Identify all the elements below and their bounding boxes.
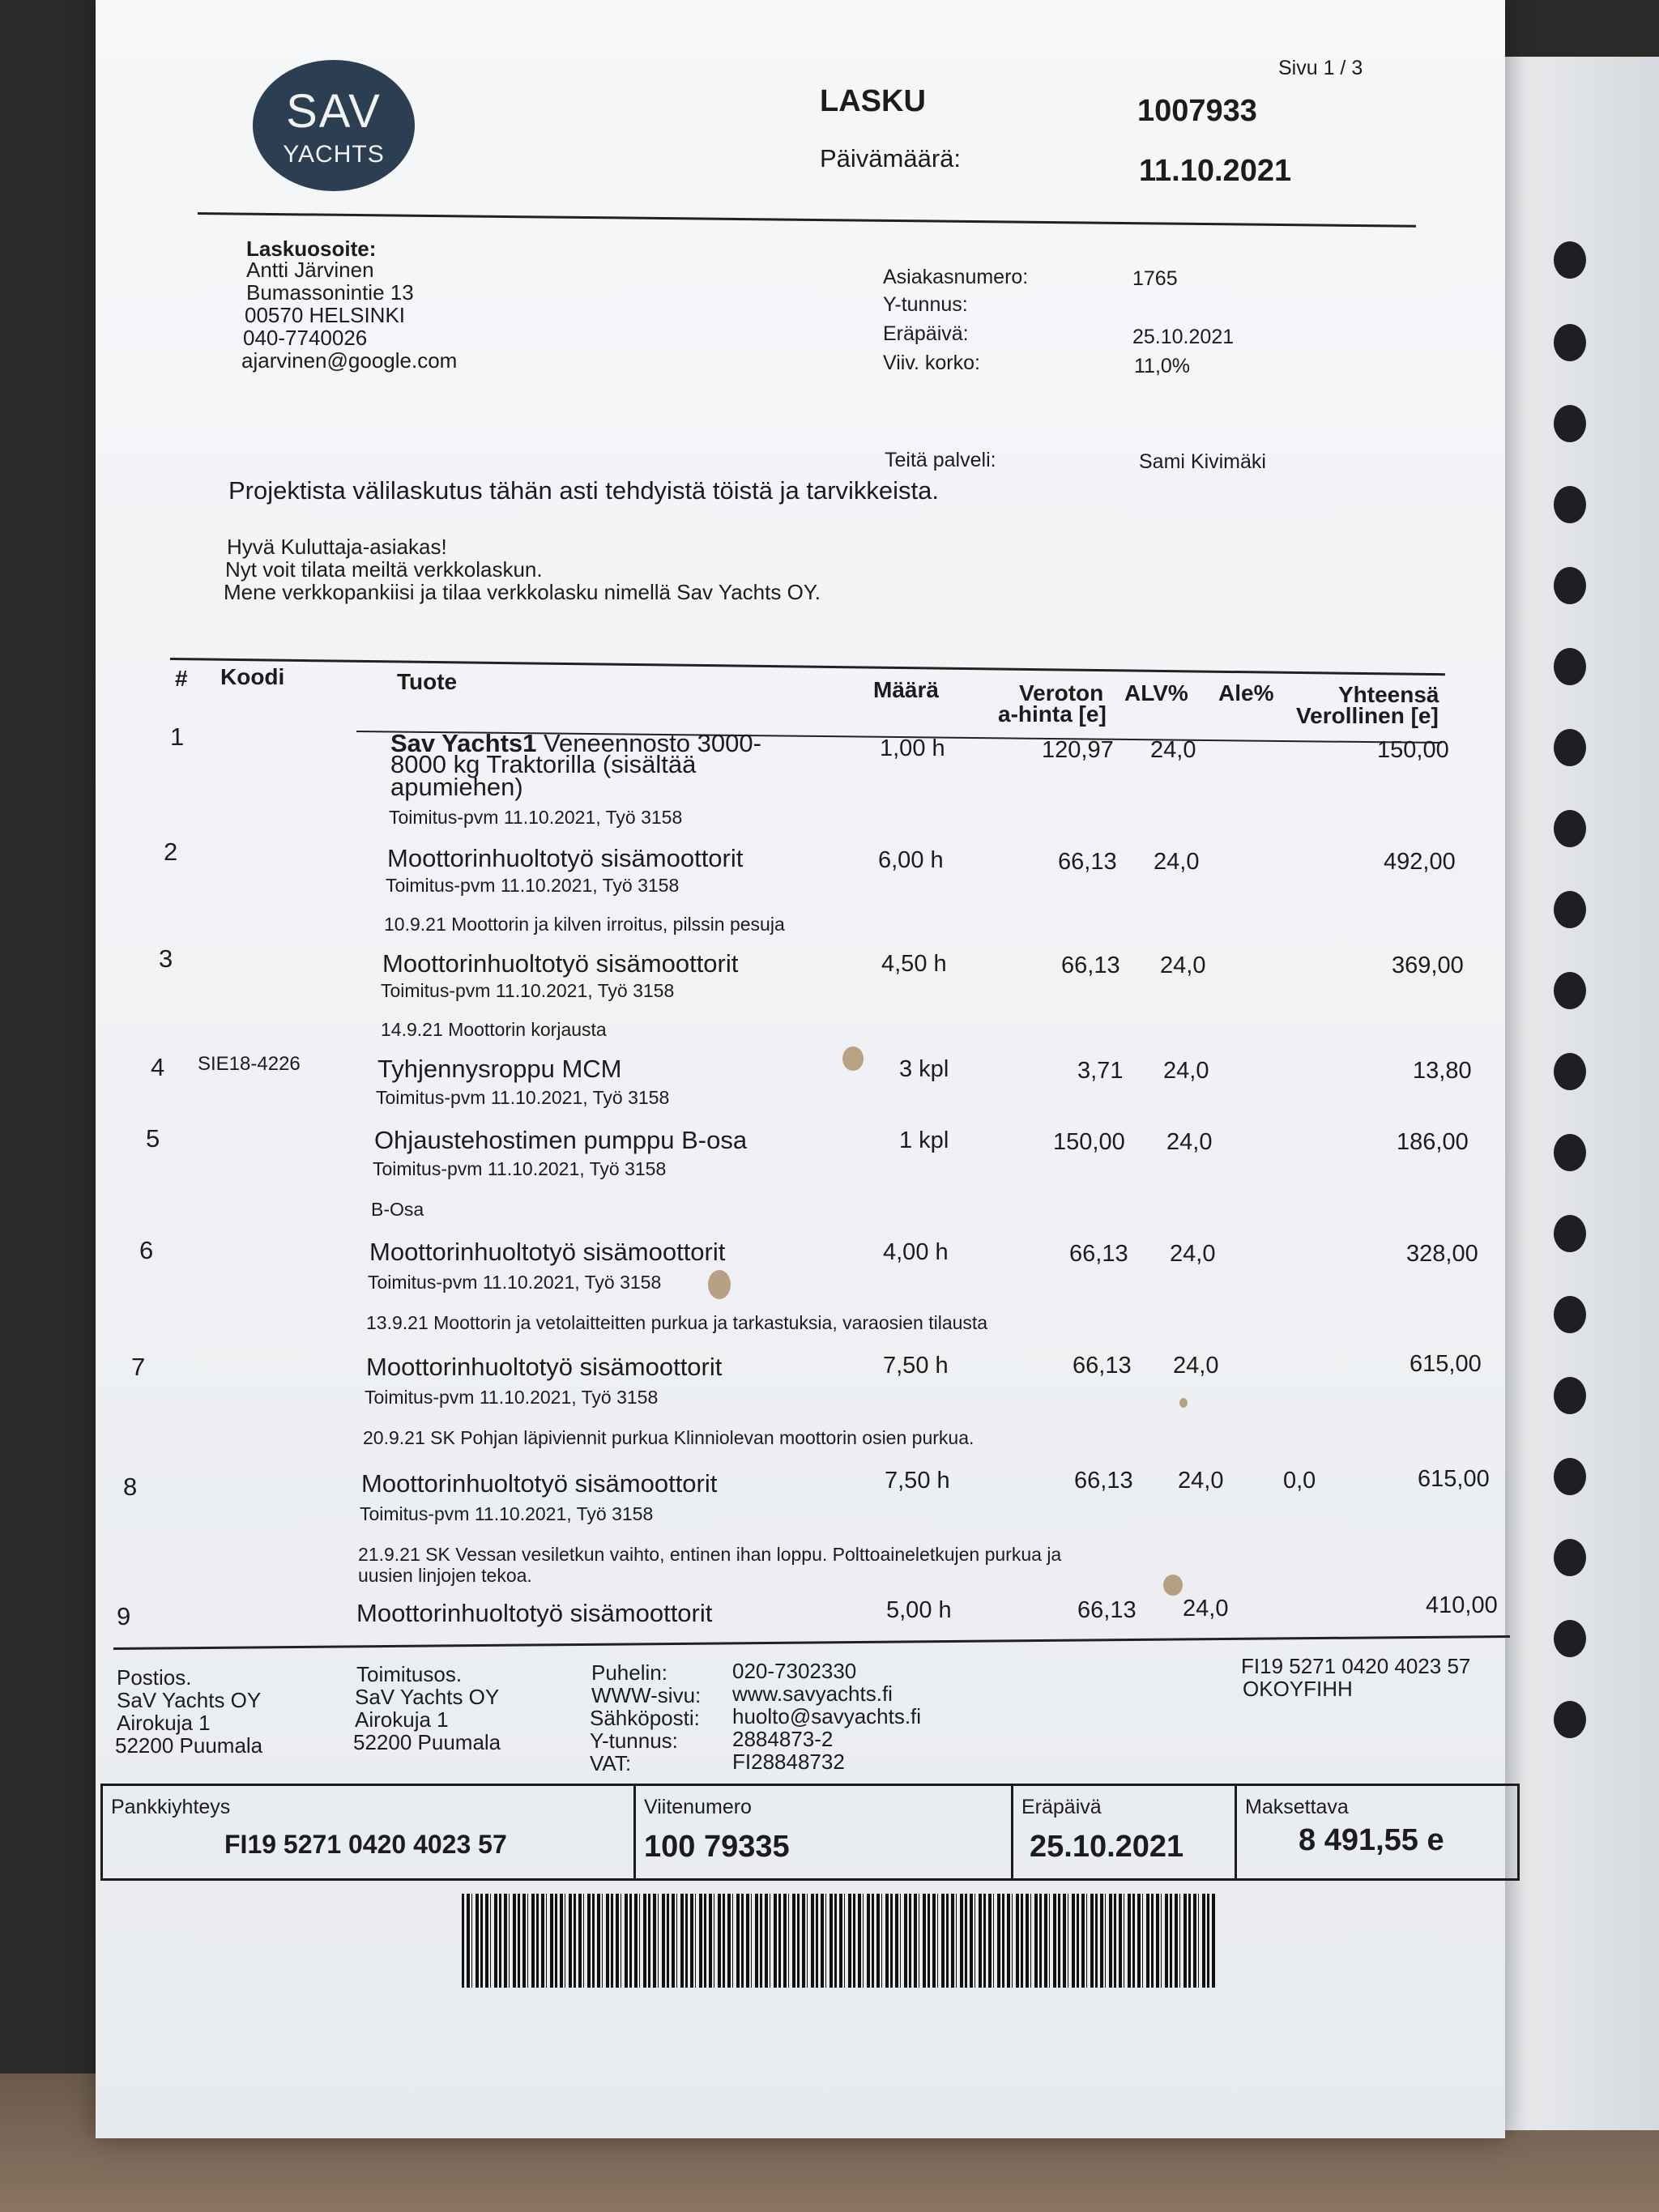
row-6-qty: 4,00 h xyxy=(883,1239,949,1265)
punch-hole xyxy=(1554,972,1586,1009)
col-total-unit: Verollinen [e] xyxy=(1296,703,1439,728)
row-1-product-name: Sav Yachts1 xyxy=(390,729,537,757)
footer-iban: FI19 5271 0420 4023 57 xyxy=(1241,1654,1471,1678)
billing-city: 00570 HELSINKI xyxy=(245,303,406,327)
row-9-qty: 5,00 h xyxy=(886,1597,952,1623)
punch-hole xyxy=(1554,1377,1586,1414)
stain xyxy=(1163,1575,1183,1596)
row-6-note: 13.9.21 Moottorin ja vetolaitteitten purkua ja tarkastuksia, varaosien tilausta xyxy=(366,1312,988,1333)
row-8-discount: 0,0 xyxy=(1283,1468,1316,1494)
payment-due-value: 25.10.2021 xyxy=(1030,1830,1184,1864)
contact-web: www.savyachts.fi xyxy=(732,1681,893,1706)
row-7-delivery: Toimitus-pvm 11.10.2021, Työ 3158 xyxy=(365,1387,659,1408)
row-2-total: 492,00 xyxy=(1384,849,1456,875)
payment-bank-cell xyxy=(103,1786,636,1878)
payment-barcode xyxy=(462,1894,1215,1988)
billing-name: Antti Järvinen xyxy=(246,258,374,282)
row-1-vat: 24,0 xyxy=(1150,737,1196,763)
intro-line-3: Mene verkkopankiisi ja tilaa verkkolasku nimellä Sav Yachts OY. xyxy=(224,580,821,604)
row-1-price: 120,97 xyxy=(1042,737,1114,763)
invoice-number: 1007933 xyxy=(1137,94,1257,128)
logo-subtitle: YACHTS xyxy=(283,141,385,168)
row-1-total: 150,00 xyxy=(1377,737,1449,763)
row-7-note: 20.9.21 SK Pohjan läpiviennit purkua Klinniolevan moottorin osien purkua. xyxy=(363,1427,975,1448)
row-3-num: 3 xyxy=(159,944,173,973)
delivery-street: Airokuja 1 xyxy=(355,1707,449,1732)
row-6-vat: 24,0 xyxy=(1170,1241,1216,1267)
payment-amount-cell xyxy=(1237,1786,1517,1878)
col-vat: ALV% xyxy=(1124,680,1188,705)
punch-hole xyxy=(1554,1134,1586,1171)
row-2-price: 66,13 xyxy=(1058,849,1117,875)
row-3-total: 369,00 xyxy=(1392,953,1464,978)
row-1-qty: 1,00 h xyxy=(880,735,945,761)
postal-street: Airokuja 1 xyxy=(117,1711,211,1735)
interest-rate: 11,0% xyxy=(1134,355,1191,377)
document-type: LASKU xyxy=(820,84,926,118)
row-1-num: 1 xyxy=(170,722,185,751)
billing-street: Bumassonintie 13 xyxy=(246,280,414,305)
row-9-num: 9 xyxy=(117,1602,131,1630)
company-logo xyxy=(253,60,415,191)
row-8-product: Moottorinhuoltotyö sisämoottorit xyxy=(361,1469,718,1498)
row-3-note: 14.9.21 Moottorin korjausta xyxy=(381,1019,607,1040)
row-4-code: SIE18-4226 xyxy=(198,1053,301,1075)
row-6-num: 6 xyxy=(139,1236,154,1264)
row-3-price: 66,13 xyxy=(1061,953,1120,978)
row-9-vat: 24,0 xyxy=(1183,1596,1229,1622)
row-4-num: 4 xyxy=(151,1053,165,1081)
postal-city: 52200 Puumala xyxy=(115,1733,263,1758)
payment-bank-value: FI19 5271 0420 4023 57 xyxy=(224,1830,507,1859)
row-4-total: 13,80 xyxy=(1413,1058,1472,1084)
stain xyxy=(708,1270,731,1299)
contact-vat: FI28848732 xyxy=(732,1750,845,1774)
row-8-qty: 7,50 h xyxy=(885,1468,950,1494)
footer-bic: OKOYFIHH xyxy=(1243,1677,1353,1701)
col-quantity: Määrä xyxy=(873,677,939,702)
payment-due-cell xyxy=(1013,1786,1237,1878)
row-5-qty: 1 kpl xyxy=(899,1127,949,1153)
row-8-note-line-2: uusien linjojen tekoa. xyxy=(358,1565,532,1586)
row-7-total: 615,00 xyxy=(1410,1351,1482,1377)
col-price: Veroton xyxy=(1019,680,1104,705)
row-3-vat: 24,0 xyxy=(1160,953,1206,978)
billing-phone: 040-7740026 xyxy=(243,326,368,350)
contact-vat-label: VAT: xyxy=(590,1751,632,1775)
invoice-description: Projektista välilaskutus tähän asti tehdyistä töistä ja tarvikkeista. xyxy=(228,476,940,505)
punch-hole xyxy=(1554,891,1586,928)
punch-hole xyxy=(1554,1053,1586,1090)
postal-company: SaV Yachts OY xyxy=(117,1688,262,1712)
row-7-vat: 24,0 xyxy=(1173,1353,1219,1379)
row-5-delivery: Toimitus-pvm 11.10.2021, Työ 3158 xyxy=(373,1158,667,1179)
interest-label: Viiv. korko: xyxy=(883,352,980,374)
punch-hole xyxy=(1554,1701,1586,1738)
row-4-product: Tyhjennysroppu MCM xyxy=(377,1055,622,1083)
row-4-qty: 3 kpl xyxy=(899,1056,949,1082)
served-by-label: Teitä palveli: xyxy=(885,449,996,471)
row-5-num: 5 xyxy=(146,1124,160,1153)
col-discount: Ale% xyxy=(1218,680,1274,705)
stain xyxy=(842,1046,864,1071)
payment-due-label: Eräpäivä xyxy=(1021,1796,1102,1818)
customer-number-label: Asiakasnumero: xyxy=(883,266,1029,288)
due-date: 25.10.2021 xyxy=(1132,326,1235,348)
row-8-price: 66,13 xyxy=(1074,1468,1133,1494)
row-8-total: 615,00 xyxy=(1418,1466,1490,1492)
payment-amount-label: Maksettava xyxy=(1245,1796,1349,1818)
row-5-product: Ohjaustehostimen pumppu B-osa xyxy=(374,1126,748,1154)
due-date-label: Eräpäivä: xyxy=(883,322,969,345)
row-6-product: Moottorinhuoltotyö sisämoottorit xyxy=(369,1238,726,1266)
business-id-label: Y-tunnus: xyxy=(883,293,968,316)
punch-hole xyxy=(1554,241,1586,279)
billing-label: Laskuosoite: xyxy=(246,237,377,261)
billing-email: ajarvinen@google.com xyxy=(241,348,458,373)
intro-greeting: Hyvä Kuluttaja-asiakas! xyxy=(227,535,447,559)
contact-phone: 020-7302330 xyxy=(732,1659,857,1683)
punch-hole xyxy=(1554,324,1586,361)
row-2-note: 10.9.21 Moottorin ja kilven irroitus, pilssin pesuja xyxy=(384,914,785,935)
row-8-vat: 24,0 xyxy=(1178,1468,1224,1494)
contact-bid-label: Y-tunnus: xyxy=(590,1728,678,1753)
payment-reference-value: 100 79335 xyxy=(644,1830,790,1864)
punch-hole xyxy=(1554,405,1586,442)
row-4-price: 3,71 xyxy=(1077,1058,1124,1084)
row-3-delivery: Toimitus-pvm 11.10.2021, Työ 3158 xyxy=(381,980,675,1001)
col-price-unit: a-hinta [e] xyxy=(998,701,1107,727)
intro-line-2: Nyt voit tilata meiltä verkkolaskun. xyxy=(225,557,543,582)
col-total: Yhteensä xyxy=(1338,682,1439,707)
row-1-product-line-3: apumiehen) xyxy=(390,773,523,801)
row-2-num: 2 xyxy=(164,837,178,866)
punch-hole xyxy=(1554,567,1586,604)
punch-hole xyxy=(1554,1458,1586,1495)
row-5-total: 186,00 xyxy=(1397,1129,1469,1155)
row-7-num: 7 xyxy=(131,1353,146,1381)
row-6-total: 328,00 xyxy=(1406,1241,1478,1267)
payment-bank-label: Pankkiyhteys xyxy=(111,1796,231,1818)
row-4-vat: 24,0 xyxy=(1163,1058,1209,1084)
postal-label: Postios. xyxy=(117,1665,192,1690)
row-6-price: 66,13 xyxy=(1069,1241,1128,1267)
delivery-city: 52200 Puumala xyxy=(353,1730,501,1754)
row-2-vat: 24,0 xyxy=(1154,849,1200,875)
row-7-price: 66,13 xyxy=(1073,1353,1132,1379)
row-8-delivery: Toimitus-pvm 11.10.2021, Työ 3158 xyxy=(360,1503,654,1524)
row-3-qty: 4,50 h xyxy=(881,951,947,977)
row-5-vat: 24,0 xyxy=(1166,1129,1213,1155)
row-6-delivery: Toimitus-pvm 11.10.2021, Työ 3158 xyxy=(368,1272,662,1293)
punch-hole xyxy=(1554,486,1586,523)
row-1-delivery: Toimitus-pvm 11.10.2021, Työ 3158 xyxy=(389,807,683,828)
served-by: Sami Kivimäki xyxy=(1139,450,1266,473)
contact-bid: 2884873-2 xyxy=(732,1727,834,1751)
contact-phone-label: Puhelin: xyxy=(591,1660,667,1685)
payment-amount-value: 8 491,55 e xyxy=(1299,1823,1444,1857)
row-1-product-line-2: 8000 kg Traktorilla (sisältää xyxy=(390,750,697,778)
punch-hole xyxy=(1554,1296,1586,1333)
row-2-delivery: Toimitus-pvm 11.10.2021, Työ 3158 xyxy=(386,875,680,896)
col-code: Koodi xyxy=(220,664,285,689)
row-9-product: Moottorinhuoltotyö sisämoottorit xyxy=(356,1599,713,1627)
payment-slip xyxy=(100,1784,1520,1881)
row-3-product: Moottorinhuoltotyö sisämoottorit xyxy=(382,949,739,978)
punch-hole xyxy=(1554,648,1586,685)
row-1-product-desc: Veneennosto 3000- xyxy=(544,729,761,757)
punch-hole xyxy=(1554,810,1586,847)
delivery-label: Toimitusos. xyxy=(356,1662,463,1686)
row-9-price: 66,13 xyxy=(1077,1597,1137,1623)
row-5-price: 150,00 xyxy=(1053,1129,1125,1155)
row-7-qty: 7,50 h xyxy=(883,1353,949,1379)
row-2-product: Moottorinhuoltotyö sisämoottorit xyxy=(387,844,744,872)
punch-hole xyxy=(1554,729,1586,766)
row-7-product: Moottorinhuoltotyö sisämoottorit xyxy=(366,1353,723,1381)
customer-number: 1765 xyxy=(1132,267,1178,290)
row-8-num: 8 xyxy=(123,1473,138,1501)
payment-reference-cell xyxy=(636,1786,1013,1878)
contact-email-label: Sähköposti: xyxy=(590,1706,700,1730)
punch-hole xyxy=(1554,1539,1586,1576)
col-product: Tuote xyxy=(397,669,458,694)
payment-reference-label: Viitenumero xyxy=(644,1796,752,1818)
row-8-note: 21.9.21 SK Vessan vesiletkun vaihto, entinen ihan loppu. Polttoaineletkujen purkua ja xyxy=(358,1544,1062,1565)
punch-hole xyxy=(1554,1215,1586,1252)
row-5-note: B-Osa xyxy=(371,1199,424,1220)
stain xyxy=(1179,1398,1188,1408)
date-label: Päivämäärä: xyxy=(820,144,962,173)
col-num: # xyxy=(175,666,188,691)
punch-hole xyxy=(1554,1620,1586,1657)
page-number: Sivu 1 / 3 xyxy=(1278,57,1363,79)
row-4-delivery: Toimitus-pvm 11.10.2021, Työ 3158 xyxy=(376,1087,670,1108)
invoice-date: 11.10.2021 xyxy=(1139,154,1292,188)
contact-email: huolto@savyachts.fi xyxy=(732,1704,922,1728)
contact-web-label: WWW-sivu: xyxy=(591,1683,702,1707)
delivery-company: SaV Yachts OY xyxy=(355,1685,500,1709)
logo-wordmark: SAV xyxy=(286,85,382,138)
row-9-total: 410,00 xyxy=(1426,1592,1498,1618)
row-2-qty: 6,00 h xyxy=(878,847,944,873)
